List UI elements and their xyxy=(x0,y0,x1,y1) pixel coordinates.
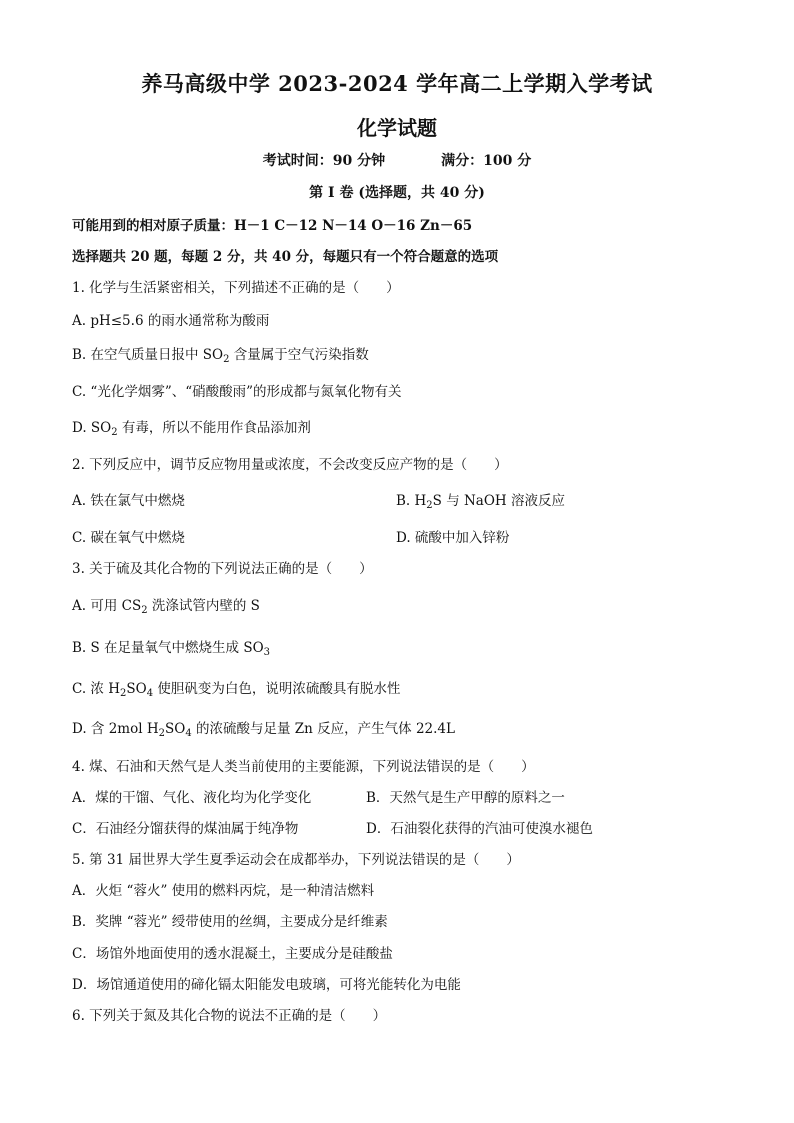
exam-title: 养马高级中学 2023-2024 学年高二上学期入学考试 xyxy=(141,71,653,96)
exam-meta xyxy=(0,150,794,170)
question-6-stem: 6. 下列关于氮及其化合物的说法不正确的是（ ） xyxy=(72,1008,387,1024)
question-5-option-d: D．场馆通道使用的碲化镉太阳能发电玻璃，可将光能转化为电能 xyxy=(72,977,461,993)
question-4-option-a: A．煤的干馏、气化、液化均为化学变化 xyxy=(72,790,312,806)
question-1-option-c: C. “光化学烟雾”、“硝酸酸雨”的形成都与氮氧化物有关 xyxy=(72,384,402,400)
question-5-option-c: C．场馆外地面使用的透水混凝土，主要成分是硅酸盐 xyxy=(72,946,393,962)
instructions: 选择题共 20 题，每题 2 分，共 40 分，每题只有一个符合题意的选项 xyxy=(72,249,499,265)
question-2-option-c: C. 碳在氧气中燃烧 xyxy=(72,530,185,546)
question-5-option-b: B．奖牌 “蓉光” 绶带使用的丝绸，主要成分是纤维素 xyxy=(72,914,388,930)
question-4-option-d: D．石油裂化获得的汽油可使溴水褪色 xyxy=(366,821,593,837)
question-1-option-d: D. $SO_2$ 有毒，所以不能用作食品添加剂 xyxy=(72,420,311,438)
exam-subject: 化学试题 xyxy=(357,116,437,140)
question-2-option-b: B. $H_2S$ 与 NaOH 溶液反应 xyxy=(396,493,565,511)
full-score: 满分：100 分 xyxy=(441,153,532,169)
question-5-stem: 5. 第 31 届世界大学生夏季运动会在成都举办，下列说法错误的是（ ） xyxy=(72,852,520,868)
question-1-option-b: B. 在空气质量日报中 $SO_2$ 含量属于空气污染指数 xyxy=(72,347,369,365)
question-5-option-a: A．火炬 “蓉火” 使用的燃料丙烷，是一种清洁燃料 xyxy=(72,883,375,899)
exam-time: 考试时间：90 分钟 xyxy=(262,153,386,169)
question-3-option-d: D. 含 2mol $H_2SO_4$ 的浓硫酸与足量 Zn 反应，产生气体 22.4L xyxy=(72,721,455,739)
question-4-option-b: B．天然气是生产甲醇的原料之一 xyxy=(366,790,565,806)
question-1-stem: 1. 化学与生活紧密相关，下列描述不正确的是（ ） xyxy=(72,280,400,296)
question-3-option-a: A. 可用 $CS_2$ 洗涤试管内壁的 S xyxy=(72,598,260,616)
question-1-option-a: A. pH≤5.6 的雨水通常称为酸雨 xyxy=(72,313,270,329)
question-2-option-d: D. 硫酸中加入锌粉 xyxy=(396,530,510,546)
question-2-option-a: A. 铁在氯气中燃烧 xyxy=(72,493,185,509)
question-4-option-c: C．石油经分馏获得的煤油属于纯净物 xyxy=(72,821,299,837)
question-3-option-c: C. 浓 $H_2SO_4$ 使胆矾变为白色，说明浓硫酸具有脱水性 xyxy=(72,681,401,699)
question-4-stem: 4. 煤、石油和天然气是人类当前使用的主要能源，下列说法错误的是（ ） xyxy=(72,759,535,775)
question-2-stem: 2. 下列反应中，调节反应物用量或浓度，不会改变反应产物的是（ ） xyxy=(72,457,508,473)
atomic-masses: 可能用到的相对原子质量：H－1 C－12 N－14 O－16 Zn－65 xyxy=(72,218,473,234)
question-3-stem: 3. 关于硫及其化合物的下列说法正确的是（ ） xyxy=(72,561,373,577)
question-3-option-b: B. S 在足量氧气中燃烧生成 $SO_3$ xyxy=(72,640,271,658)
part-heading: 第 I 卷 (选择题，共 40 分) xyxy=(309,185,485,201)
